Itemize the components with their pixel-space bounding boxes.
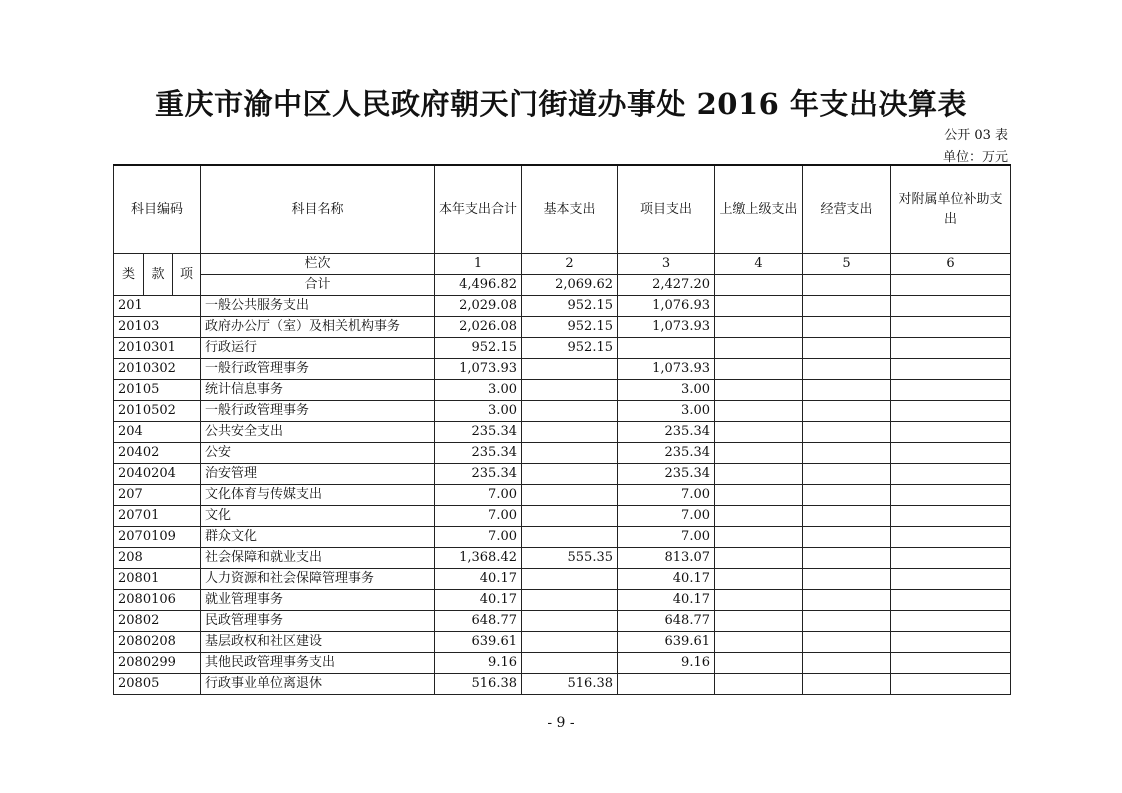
row-upper: [715, 464, 803, 485]
row-name: 一般行政管理事务: [201, 401, 435, 422]
expenditure-table: [113, 164, 1011, 695]
row-subsidy: [891, 611, 1011, 632]
row-subsidy: [891, 485, 1011, 506]
row-project: 9.16: [618, 653, 715, 674]
row-name: 政府办公厅（室）及相关机构事务: [201, 317, 435, 338]
table-row: [114, 380, 1011, 401]
column-number-row: [114, 254, 1011, 275]
row-business: [803, 401, 891, 422]
row-name: 公共安全支出: [201, 422, 435, 443]
row-basic: [522, 611, 618, 632]
row-project: [618, 674, 715, 695]
row-business: [803, 653, 891, 674]
row-total: 235.34: [435, 464, 522, 485]
row-upper: [715, 632, 803, 653]
row-business: [803, 506, 891, 527]
row-name: 行政事业单位离退休: [201, 674, 435, 695]
row-total: 7.00: [435, 527, 522, 548]
header-upper: 上缴上级支出: [715, 165, 803, 254]
row-upper: [715, 527, 803, 548]
table-row: [114, 527, 1011, 548]
row-project: 639.61: [618, 632, 715, 653]
row-name: 社会保障和就业支出: [201, 548, 435, 569]
row-upper: [715, 380, 803, 401]
col-number: 3: [618, 254, 715, 275]
table-row: [114, 317, 1011, 338]
row-project: 235.34: [618, 443, 715, 464]
row-upper: [715, 569, 803, 590]
row-code: 20701: [114, 506, 201, 527]
row-code: 20805: [114, 674, 201, 695]
row-subsidy: [891, 569, 1011, 590]
row-total: 3.00: [435, 401, 522, 422]
row-upper: [715, 506, 803, 527]
row-name: 基层政权和社区建设: [201, 632, 435, 653]
row-upper: [715, 443, 803, 464]
row-subsidy: [891, 674, 1011, 695]
header-business: 经营支出: [803, 165, 891, 254]
row-code: 2010502: [114, 401, 201, 422]
row-code: 20801: [114, 569, 201, 590]
row-subsidy: [891, 317, 1011, 338]
header-row: [114, 165, 1011, 254]
row-basic: [522, 590, 618, 611]
row-basic: 555.35: [522, 548, 618, 569]
row-subsidy: [891, 359, 1011, 380]
row-total: 952.15: [435, 338, 522, 359]
row-name: 人力资源和社会保障管理事务: [201, 569, 435, 590]
row-upper: [715, 590, 803, 611]
col-number: 6: [891, 254, 1011, 275]
table-row: [114, 296, 1011, 317]
sub-header-kuan: 款: [144, 254, 173, 296]
row-business: [803, 590, 891, 611]
table-row: [114, 359, 1011, 380]
row-total: 648.77: [435, 611, 522, 632]
row-project: 1,073.93: [618, 359, 715, 380]
row-total: 40.17: [435, 590, 522, 611]
row-basic: [522, 443, 618, 464]
row-basic: [522, 632, 618, 653]
table-row: [114, 506, 1011, 527]
document-title: 重庆市渝中区人民政府朝天门街道办事处 2016 年支出决算表: [155, 87, 967, 121]
header-total: 本年支出合计: [435, 165, 522, 254]
row-basic: [522, 422, 618, 443]
total-basic: 2,069.62: [522, 275, 618, 296]
row-total: 7.00: [435, 485, 522, 506]
row-code: 207: [114, 485, 201, 506]
row-upper: [715, 401, 803, 422]
row-upper: [715, 296, 803, 317]
sub-header-xiang: 项: [173, 254, 201, 296]
row-total: 3.00: [435, 380, 522, 401]
row-project: 3.00: [618, 380, 715, 401]
row-subsidy: [891, 296, 1011, 317]
row-code: 201: [114, 296, 201, 317]
row-total: 235.34: [435, 443, 522, 464]
row-basic: 952.15: [522, 317, 618, 338]
row-code: 208: [114, 548, 201, 569]
row-project: 648.77: [618, 611, 715, 632]
table-row: [114, 548, 1011, 569]
row-name: 群众文化: [201, 527, 435, 548]
row-project: 1,076.93: [618, 296, 715, 317]
header-code: 科目编码: [114, 165, 201, 254]
row-name: 一般公共服务支出: [201, 296, 435, 317]
row-code: 2080299: [114, 653, 201, 674]
row-business: [803, 569, 891, 590]
table-row: [114, 569, 1011, 590]
row-total: 516.38: [435, 674, 522, 695]
row-code: 20103: [114, 317, 201, 338]
row-project: [618, 338, 715, 359]
row-upper: [715, 338, 803, 359]
row-upper: [715, 359, 803, 380]
table-row: [114, 401, 1011, 422]
row-subsidy: [891, 401, 1011, 422]
row-name: 公安: [201, 443, 435, 464]
row-basic: [522, 527, 618, 548]
row-subsidy: [891, 443, 1011, 464]
row-upper: [715, 653, 803, 674]
row-name: 文化体育与传媒支出: [201, 485, 435, 506]
table-row: [114, 590, 1011, 611]
row-basic: [522, 653, 618, 674]
row-subsidy: [891, 338, 1011, 359]
row-business: [803, 485, 891, 506]
row-business: [803, 464, 891, 485]
row-subsidy: [891, 464, 1011, 485]
row-total: 40.17: [435, 569, 522, 590]
row-business: [803, 296, 891, 317]
col-number: 2: [522, 254, 618, 275]
row-business: [803, 422, 891, 443]
page-number: - 9 -: [547, 715, 575, 731]
row-name: 一般行政管理事务: [201, 359, 435, 380]
table-row: [114, 443, 1011, 464]
row-upper: [715, 422, 803, 443]
row-subsidy: [891, 590, 1011, 611]
row-basic: [522, 401, 618, 422]
row-subsidy: [891, 653, 1011, 674]
row-name: 其他民政管理事务支出: [201, 653, 435, 674]
row-basic: [522, 359, 618, 380]
row-basic: 952.15: [522, 296, 618, 317]
header-project: 项目支出: [618, 165, 715, 254]
row-basic: 516.38: [522, 674, 618, 695]
total-project: 2,427.20: [618, 275, 715, 296]
row-basic: [522, 506, 618, 527]
row-name: 就业管理事务: [201, 590, 435, 611]
row-upper: [715, 674, 803, 695]
row-code: 2040204: [114, 464, 201, 485]
row-basic: [522, 380, 618, 401]
row-name: 民政管理事务: [201, 611, 435, 632]
row-business: [803, 443, 891, 464]
table-row: [114, 653, 1011, 674]
total-value: 4,496.82: [435, 275, 522, 296]
row-subsidy: [891, 548, 1011, 569]
col-number: 4: [715, 254, 803, 275]
table-row: [114, 422, 1011, 443]
row-code: 2080106: [114, 590, 201, 611]
row-project: 813.07: [618, 548, 715, 569]
header-subsidy: 对附属单位补助支出: [891, 165, 1011, 254]
sub-header-lei: 类: [114, 254, 144, 296]
row-business: [803, 527, 891, 548]
row-code: 20402: [114, 443, 201, 464]
row-business: [803, 548, 891, 569]
header-name: 科目名称: [201, 165, 435, 254]
row-project: 40.17: [618, 590, 715, 611]
row-name: 文化: [201, 506, 435, 527]
row-name: 行政运行: [201, 338, 435, 359]
row-total: 2,029.08: [435, 296, 522, 317]
row-project: 1,073.93: [618, 317, 715, 338]
row-upper: [715, 548, 803, 569]
row-business: [803, 317, 891, 338]
form-number: 公开 03 表: [944, 128, 1008, 143]
row-business: [803, 674, 891, 695]
row-business: [803, 611, 891, 632]
row-project: 235.34: [618, 464, 715, 485]
row-code: 20105: [114, 380, 201, 401]
unit-label: 单位：万元: [942, 150, 1008, 165]
row-subsidy: [891, 527, 1011, 548]
row-project: 40.17: [618, 569, 715, 590]
row-code: 2080208: [114, 632, 201, 653]
row-code: 204: [114, 422, 201, 443]
row-total: 1,073.93: [435, 359, 522, 380]
row-total: 2,026.08: [435, 317, 522, 338]
total-label: 合计: [201, 275, 435, 296]
col-number: 1: [435, 254, 522, 275]
row-business: [803, 359, 891, 380]
row-code: 2070109: [114, 527, 201, 548]
row-business: [803, 632, 891, 653]
sub-header-lanci: 栏次: [201, 254, 435, 275]
table-row: [114, 464, 1011, 485]
table-row: [114, 632, 1011, 653]
row-subsidy: [891, 422, 1011, 443]
col-number: 5: [803, 254, 891, 275]
row-business: [803, 338, 891, 359]
row-project: 3.00: [618, 401, 715, 422]
row-upper: [715, 485, 803, 506]
table-row: [114, 485, 1011, 506]
table-row: [114, 611, 1011, 632]
row-total: 7.00: [435, 506, 522, 527]
total-row: [114, 275, 1011, 296]
table-row: [114, 338, 1011, 359]
row-project: 235.34: [618, 422, 715, 443]
row-code: 20802: [114, 611, 201, 632]
row-subsidy: [891, 380, 1011, 401]
table-row: [114, 674, 1011, 695]
row-basic: [522, 485, 618, 506]
row-project: 7.00: [618, 485, 715, 506]
row-upper: [715, 317, 803, 338]
row-basic: 952.15: [522, 338, 618, 359]
row-name: 统计信息事务: [201, 380, 435, 401]
row-name: 治安管理: [201, 464, 435, 485]
row-total: 235.34: [435, 422, 522, 443]
row-project: 7.00: [618, 527, 715, 548]
header-basic: 基本支出: [522, 165, 618, 254]
row-subsidy: [891, 632, 1011, 653]
row-project: 7.00: [618, 506, 715, 527]
row-business: [803, 380, 891, 401]
row-code: 2010301: [114, 338, 201, 359]
row-basic: [522, 464, 618, 485]
row-total: 639.61: [435, 632, 522, 653]
row-code: 2010302: [114, 359, 201, 380]
row-subsidy: [891, 506, 1011, 527]
row-upper: [715, 611, 803, 632]
row-total: 1,368.42: [435, 548, 522, 569]
row-total: 9.16: [435, 653, 522, 674]
row-basic: [522, 569, 618, 590]
